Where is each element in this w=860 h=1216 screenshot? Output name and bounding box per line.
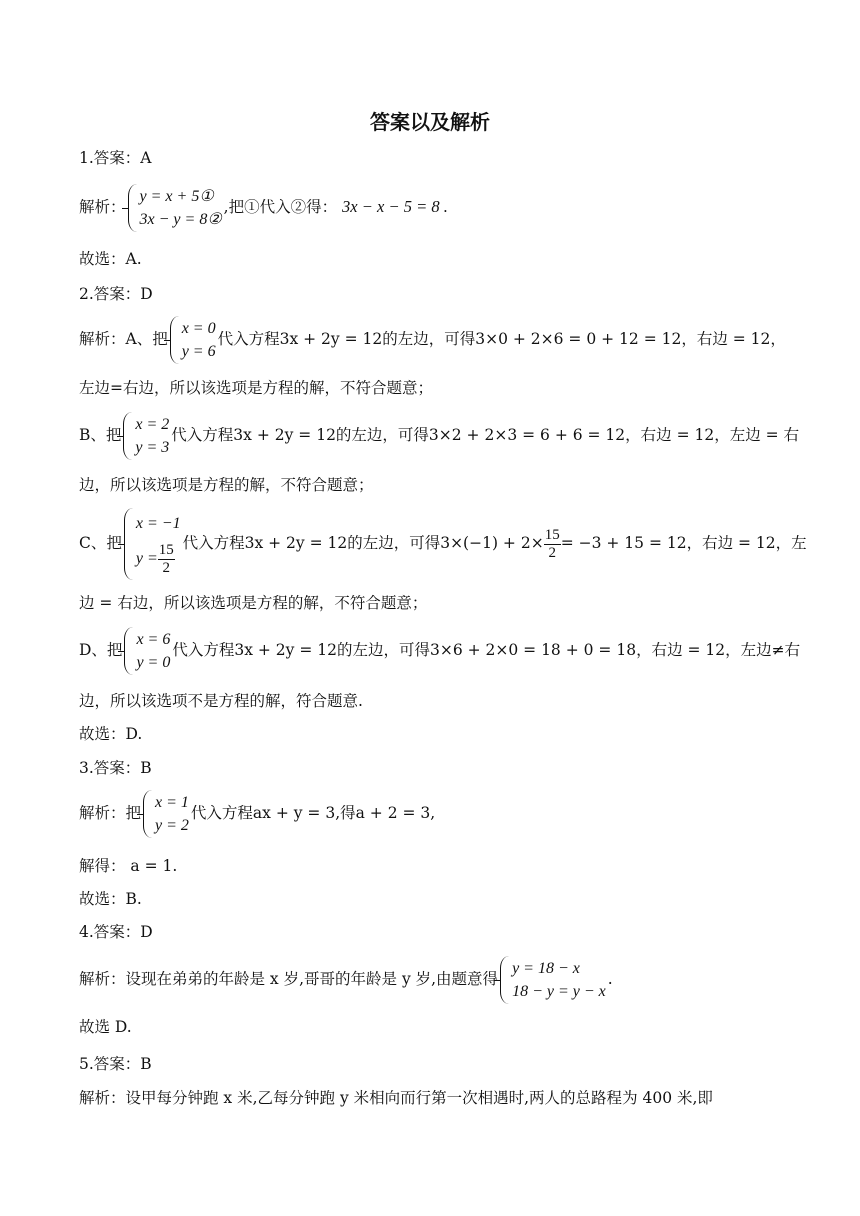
q3-choice: 故选：B. [79,890,142,908]
q3-answer: 3.答案：B [79,759,152,777]
page-title: 答案以及解析 [370,110,490,134]
q2-option-d [79,627,800,674]
q4-choice: 故选 D. [79,1018,132,1036]
q2-answer: 2.答案：D [79,285,153,303]
q1-text: ,把①代入②得： [223,198,338,216]
q2-b-continuation: 边，所以该选项是方程的解，不符合题意； [79,476,374,494]
q2-b-y: y = 3 [135,439,170,456]
q2-option-b [79,412,799,459]
q2-d-prefix: D、把 [79,641,123,659]
q2-b-text: 代入方程3x + 2y = 12的左边，可得3×2 + 2×3 = 6 + 6 = 12，右边 = 12，左边 = 右 [171,426,800,444]
q2-d-x: x = 6 [136,631,171,648]
q1-choice: 故选：A. [79,250,142,268]
q1-answer: 1.答案：A [79,149,152,167]
q4-eq2: 18 − y = y − x [512,983,606,1000]
q3-x: x = 1 [155,794,189,811]
q4-system [500,957,606,1003]
q2-b-system [123,413,169,459]
q2-c-x: x = −1 [135,515,181,532]
q2-a-text: 代入方程3x + 2y = 12的左边，可得3×0 + 2×6 = 0 + 12 = 12，右边 = 12， [217,330,786,348]
q2-c-fraction: $\frac{15}{2}$ [544,526,560,561]
q4-solution [79,956,613,1003]
q4-end: . [607,970,613,988]
q4-eq1: y = 18 − x [512,960,580,977]
q3-solve: 解得： a = 1. [79,857,178,875]
q3-system [143,791,189,837]
q4-answer: 4.答案：D [79,923,153,941]
q1-jiexi-label: 解析： [79,198,126,216]
q2-c-prefix: C、把 [79,534,122,552]
q2-b-x: x = 2 [135,416,170,433]
q1-result: 3x − x − 5 = 8 . [342,197,448,216]
q2-d-y: y = 0 [136,654,171,671]
q2-c-text1: 代入方程3x + 2y = 12的左边，可得3×(−1) + 2× [182,534,544,552]
q5-solution: 解析：设甲每分钟跑 x 米,乙每分钟跑 y 米相向而行第一次相遇时,两人的总路程为 400 米,即 [79,1089,713,1107]
q2-c-y: y = [135,550,158,567]
q2-a-y: y = 6 [181,343,216,360]
q2-a-system [170,317,216,363]
q2-d-system [124,628,170,674]
q2-c-text2: = −3 + 15 = 12，右边 = 12，左 [560,534,807,552]
q1-eq1: y = x + 5① [139,188,214,205]
q3-solution [79,790,435,837]
q2-d-text: 代入方程3x + 2y = 12的左边，可得3×6 + 2×0 = 18 + 0 = 18，右边 = 12，左边≠右 [172,641,801,659]
q2-b-prefix: B、把 [79,426,122,444]
q2-option-a [79,316,786,363]
q1-equation-system [128,185,222,231]
q3-text: 代入方程ax + y = 3,得a + 2 = 3, [190,804,436,822]
q2-a-x: x = 0 [181,320,216,337]
q3-prefix: 解析：把 [79,804,142,822]
q2-option-c [79,506,807,580]
q2-a-prefix: 解析：A、把 [79,330,168,348]
q2-c-continuation: 边 = 右边，所以该选项是方程的解，不符合题意； [79,594,428,612]
q2-a-continuation: 左边=右边，所以该选项是方程的解，不符合题意； [79,379,433,397]
q2-choice: 故选：D. [79,725,143,743]
q5-answer: 5.答案：B [79,1055,152,1073]
q1-eq2: 3x − y = 8② [139,211,222,228]
q2-c-system [124,509,181,579]
q2-c-y-fraction: $\frac{15}{2}$ [158,541,174,576]
q1-solution [79,184,448,231]
q3-y: y = 2 [155,817,189,834]
q2-d-continuation: 边，所以该选项不是方程的解，符合题意. [79,692,363,710]
q4-text: 解析：设现在弟弟的年龄是 x 岁,哥哥的年龄是 y 岁,由题意得 [79,970,499,988]
